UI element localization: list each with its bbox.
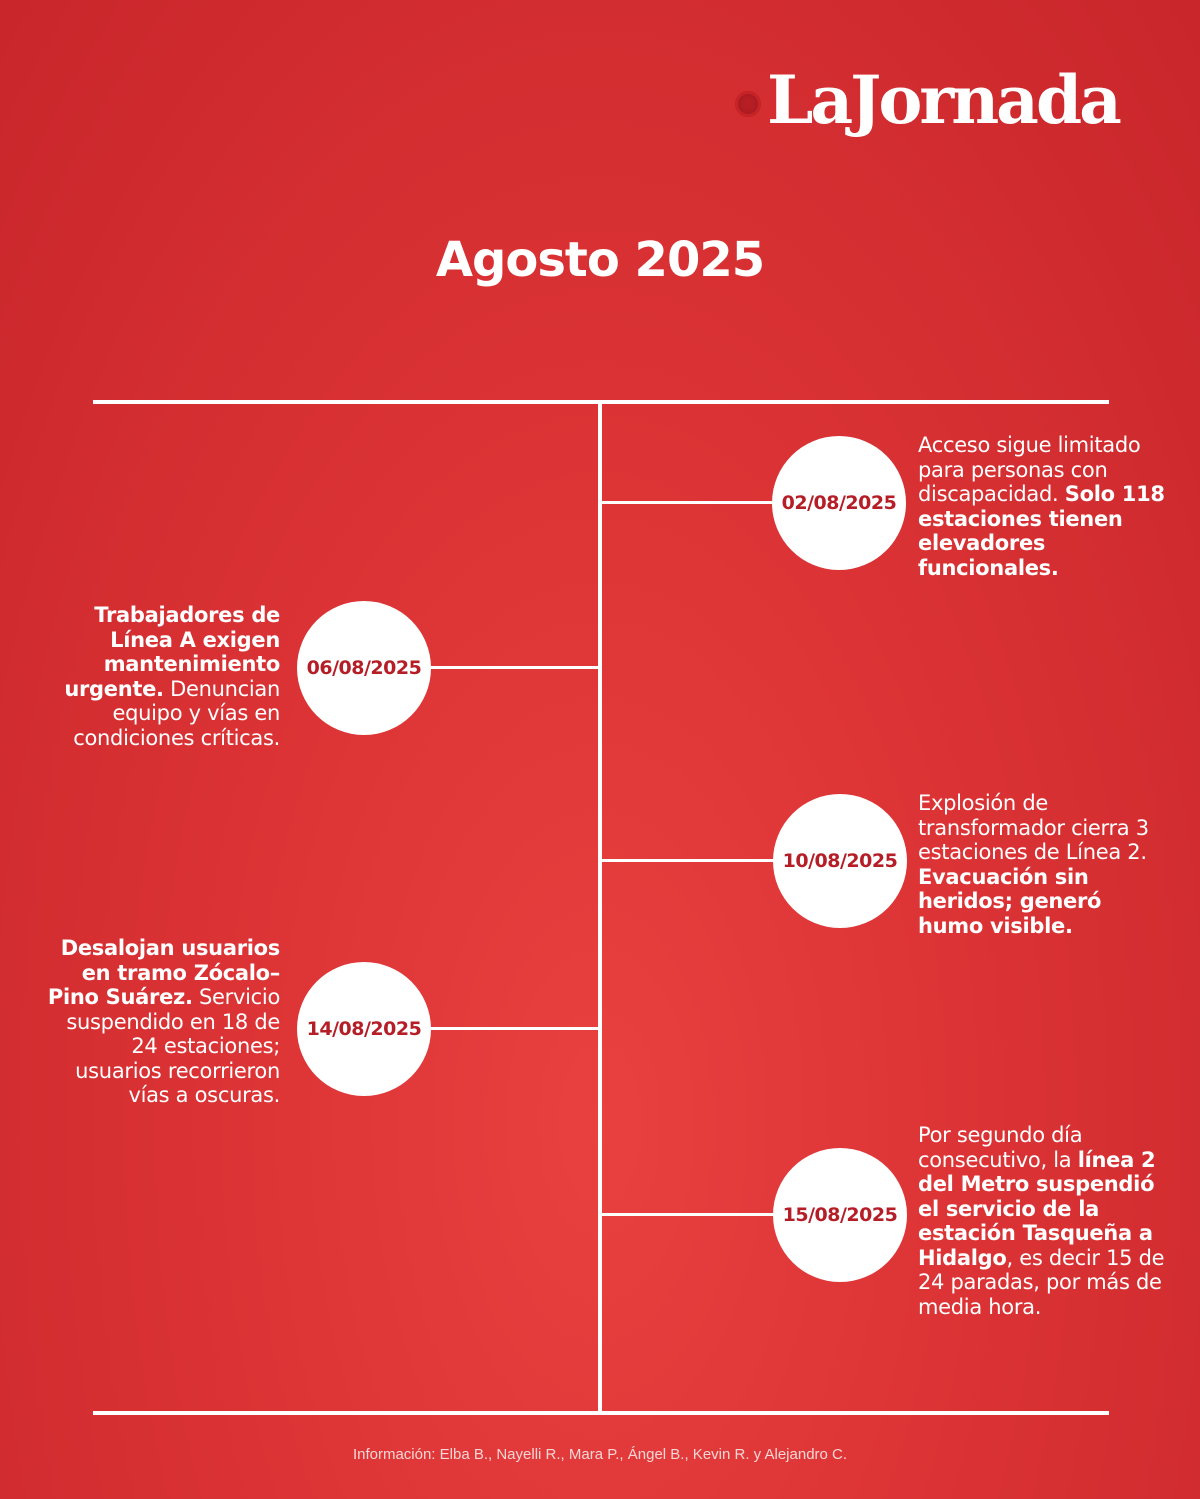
- event-connector: [430, 1027, 600, 1030]
- event-date-circle: [297, 601, 431, 735]
- event-text-plain: Por segundo día consecutivo, la: [918, 1123, 1083, 1172]
- event-text-plain: Acceso sigue limitado para personas con discapacidad.: [918, 433, 1141, 506]
- event-connector: [600, 1213, 775, 1216]
- brand-logo: [735, 55, 1165, 145]
- event-description: [918, 1123, 1178, 1319]
- event-date: 06/08/2025: [306, 657, 422, 679]
- event-connector: [430, 666, 600, 669]
- event-date: 10/08/2025: [782, 850, 898, 872]
- event-text-bold: Evacuación sin heridos; generó humo visible.: [918, 864, 1102, 938]
- event-text-plain: , es decir 15 de 24 paradas, por más de media hora.: [918, 1245, 1165, 1319]
- event-text-plain: Servicio suspendido en 18 de 24 estaciones; usuarios recorrieron vías a oscuras.: [66, 985, 280, 1107]
- logo-text: LaJornada: [767, 61, 1119, 139]
- event-date-circle: [297, 962, 431, 1096]
- event-date: 14/08/2025: [306, 1018, 422, 1040]
- event-connector: [600, 859, 775, 862]
- event-description: [918, 791, 1168, 938]
- event-connector: [600, 501, 775, 504]
- event-date-circle: [773, 1148, 907, 1282]
- event-date-circle: [773, 794, 907, 928]
- event-description: [40, 603, 280, 750]
- event-description: [918, 433, 1168, 580]
- event-text-plain: Explosión de transformador cierra 3 estaciones de Línea 2.: [918, 791, 1149, 864]
- event-text-bold: Solo 118 estaciones tienen elevadores funcionales.: [918, 482, 1165, 580]
- credits-footer: Información: Elba B., Nayelli R., Mara P., Ángel B., Kevin R. y Alejandro C.: [352, 1446, 848, 1463]
- event-date: 02/08/2025: [781, 492, 897, 514]
- event-text-bold: Desalojan usuarios en tramo Zócalo–Pino Suárez.: [47, 936, 280, 1009]
- page-title: Agosto 2025: [435, 232, 765, 288]
- timeline-axis: [598, 402, 602, 1413]
- event-date: 15/08/2025: [782, 1204, 898, 1226]
- event-text-bold: Trabajadores de Línea A exigen mantenimiento urgente.: [64, 603, 280, 701]
- event-text-bold: línea 2 del Metro suspendió el servicio de la estación Tasqueña a Hidalgo: [918, 1147, 1156, 1270]
- seal-icon: [735, 91, 761, 117]
- event-description: [40, 936, 280, 1108]
- event-date-circle: [772, 436, 906, 570]
- event-text-plain: Denuncian equipo y vías en condiciones críticas.: [73, 676, 280, 750]
